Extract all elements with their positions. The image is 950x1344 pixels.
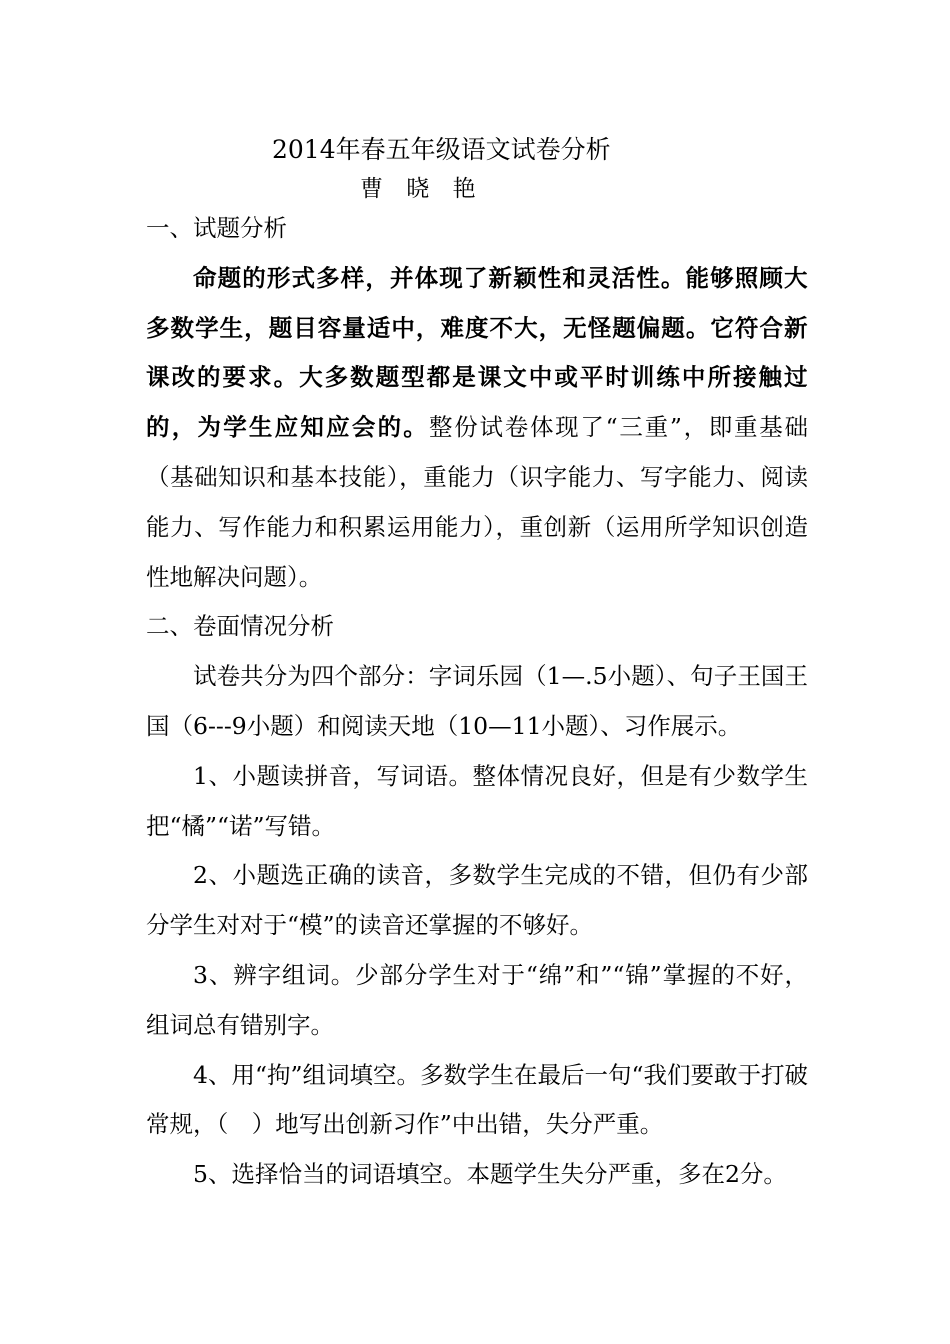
section1-paragraph — [146, 254, 808, 603]
section1-bold-text: 命题的形式多样，并体现了新颖性和灵活性。能够照顾大多数学生，题目容量适中，难度不大，无怪题偏题。它符合新课改的要求。大多数题型都是课文中或平时训练中所接触过的，为学生应知应会的。 — [146, 263, 808, 442]
section2-paragraph: 5、选择恰当的词语填空。本题学生失分严重，多在2分。 — [193, 1160, 787, 1189]
section-heading-2: 二、卷面情况分析 — [146, 612, 334, 641]
section2-paragraph: 1、小题读拼音，写词语。整体情况良好，但是有少数学生把“橘”“诺”写错。 — [146, 761, 808, 840]
section2-paragraph: 2、小题选正确的读音，多数学生完成的不错，但仍有少部分学生对对于“模”的读音还掌握的不够好。 — [146, 861, 808, 940]
section2-paragraph: 4、用“拘”组词填空。多数学生在最后一句“我们要敢于打破常规，（ ）地写出创新习作”中出错，失分严重。 — [146, 1060, 808, 1139]
section1-regular-text: 整份试卷体现了“三重”，即重基础（基础知识和基本技能），重能力（识字能力、写字能力、阅读能力、写作能力和积累运用能力），重创新（运用所学知识创造性地解决问题）。 — [146, 413, 809, 591]
document-title: 2014年春五年级语文试卷分析 — [272, 135, 611, 164]
section2-paragraph: 3、辨字组词。少部分学生对于“绵”和”“锦”掌握的不好，组词总有错别字。 — [146, 960, 808, 1039]
section2-paragraph: 试卷共分为四个部分：字词乐园（1—.5小题）、句子王国王国（6---9小题）和阅读天地（10—11小题）、习作展示。 — [146, 662, 808, 740]
document-author: 曹 晓 艳 — [360, 176, 484, 202]
section-heading-1: 一、试题分析 — [146, 214, 287, 242]
document-body — [146, 204, 808, 1200]
